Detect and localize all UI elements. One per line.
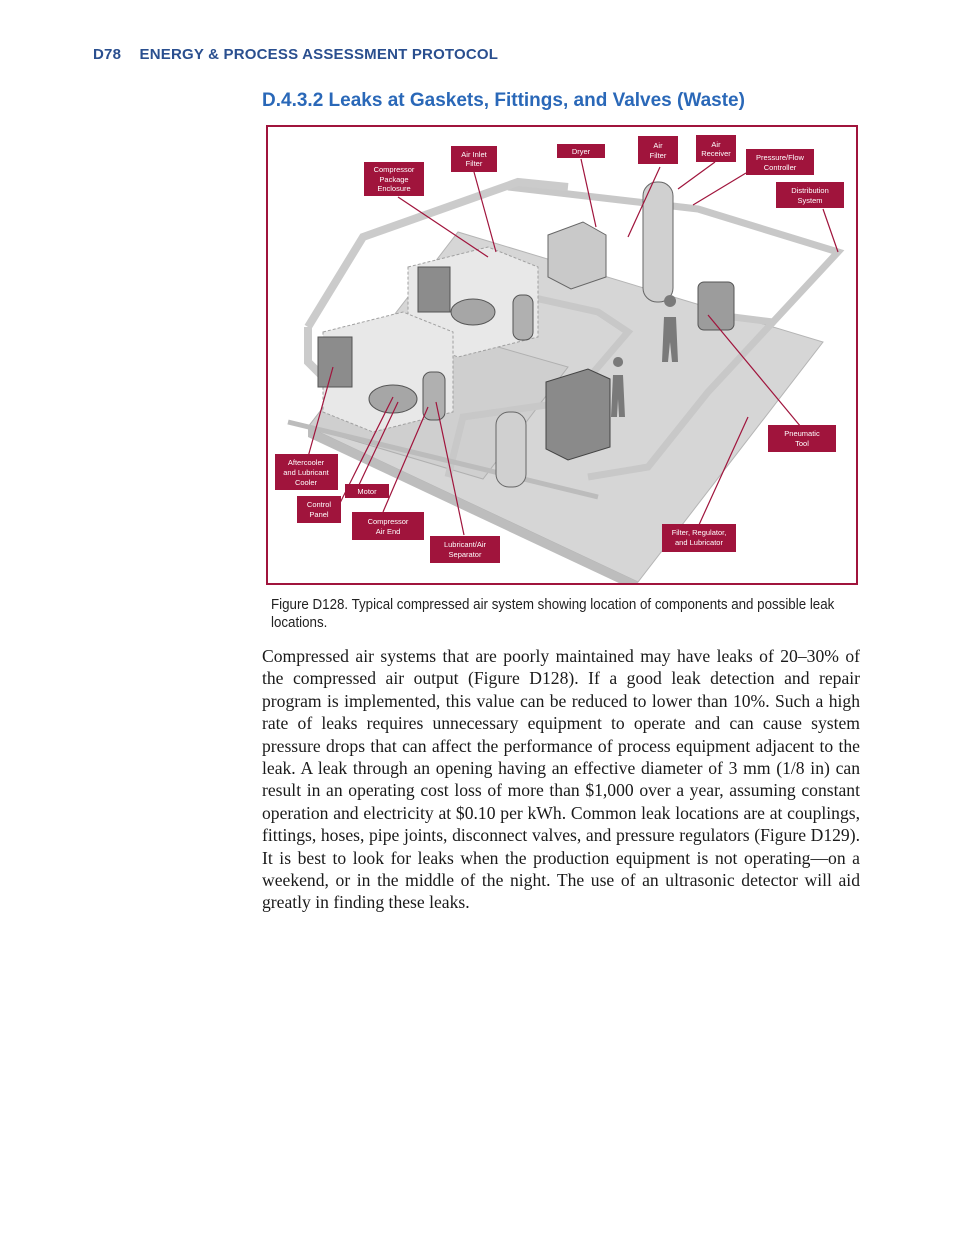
label-filter-regulator-lubricator [662, 524, 736, 552]
svg-text:Filter, Regulator,: Filter, Regulator, [671, 528, 727, 537]
svg-text:Compressor: Compressor [367, 517, 409, 526]
svg-text:and Lubricant: and Lubricant [283, 468, 329, 477]
svg-text:Aftercooler: Aftercooler [287, 458, 325, 467]
svg-text:System: System [797, 196, 823, 205]
storage-drum [698, 282, 734, 330]
svg-text:Motor: Motor [357, 487, 377, 496]
svg-text:Enclosure: Enclosure [377, 184, 411, 193]
cooler-2 [318, 337, 352, 387]
cooler-1 [418, 267, 450, 312]
label-compressor-air-end [352, 512, 424, 540]
svg-text:Package: Package [379, 175, 409, 184]
svg-text:Separator: Separator [448, 550, 482, 559]
svg-text:Filter: Filter [465, 159, 483, 168]
label-air-filter [638, 136, 678, 164]
label-air-inlet-filter [451, 146, 497, 172]
svg-text:Pneumatic: Pneumatic [784, 429, 820, 438]
svg-text:Distribution: Distribution [791, 186, 829, 195]
svg-text:Lubricant/Air: Lubricant/Air [443, 540, 487, 549]
label-control-panel [297, 496, 341, 523]
label-distribution-system [776, 182, 844, 208]
svg-text:Controller: Controller [763, 163, 797, 172]
svg-text:and Lubricator: and Lubricator [675, 538, 723, 547]
motor-2 [369, 385, 417, 413]
svg-text:Cooler: Cooler [294, 478, 318, 487]
svg-text:Air: Air [653, 141, 663, 150]
svg-text:Receiver: Receiver [701, 149, 731, 158]
figure-compressed-air-system [266, 125, 858, 585]
svg-text:Panel: Panel [309, 510, 329, 519]
svg-text:Control: Control [306, 500, 332, 509]
running-title: ENERGY & PROCESS ASSESSMENT PROTOCOL [139, 46, 499, 63]
label-air-receiver [696, 135, 736, 162]
svg-text:Pressure/Flow: Pressure/Flow [756, 153, 804, 162]
svg-text:Compressor: Compressor [373, 165, 415, 174]
label-motor [345, 484, 389, 498]
separator-1 [513, 295, 533, 340]
separator-2 [423, 372, 445, 420]
process-cabinet [546, 369, 610, 460]
figure-caption: Figure D128. Typical compressed air system showing location of components and possible leak locations. [271, 597, 835, 631]
label-pressure-flow-controller [746, 149, 814, 175]
dryer-unit [548, 222, 606, 289]
system-illustration [268, 127, 856, 583]
svg-text:Filter: Filter [649, 151, 667, 160]
svg-text:Air: Air [711, 140, 721, 149]
label-lubricant-air-separator [430, 536, 500, 563]
svg-text:Dryer: Dryer [571, 147, 591, 156]
label-dryer [557, 144, 605, 158]
label-aftercooler [275, 454, 338, 490]
svg-text:Air Inlet: Air Inlet [461, 150, 487, 159]
motor-1 [451, 299, 495, 325]
secondary-receiver-tank [496, 412, 526, 487]
body-paragraph: Compressed air systems that are poorly maintained may have leaks of 20–30% of the compressed air output (Figure D128). If a good leak detection and repair program is implemented, this value can be reduced to lower than 10%. Such a high rate of leaks requires unnecessary equipment to operate and can cause system pressure drops that can affect the performance of process equipment adjacent to the leak. A leak through an opening having an effective diameter of 3 mm (1/8 in) can result in an operating cost loss of more than $1,000 over a year, assuming constant operation and electricity at $0.10 per kWh. Common leak locations are at couplings, fittings, hoses, pipe joints, disconnect valves, and pressure regulators (Figure D129). It is best to look for leaks when the production equipment is not operating—on a weekend, or in the middle of the night. The use of an ultrasonic detector will aid greatly in finding these leaks. [262, 646, 860, 913]
running-head [93, 46, 498, 63]
label-pneumatic-tool [768, 425, 836, 452]
section-title: D.4.3.2 Leaks at Gaskets, Fittings, and Valves (Waste) [262, 90, 745, 111]
label-compressor-package-enclosure [364, 162, 424, 196]
svg-text:Air End: Air End [375, 527, 401, 536]
page-number: D78 [93, 46, 122, 63]
air-receiver-tank [643, 182, 673, 302]
svg-text:Tool: Tool [795, 439, 809, 448]
